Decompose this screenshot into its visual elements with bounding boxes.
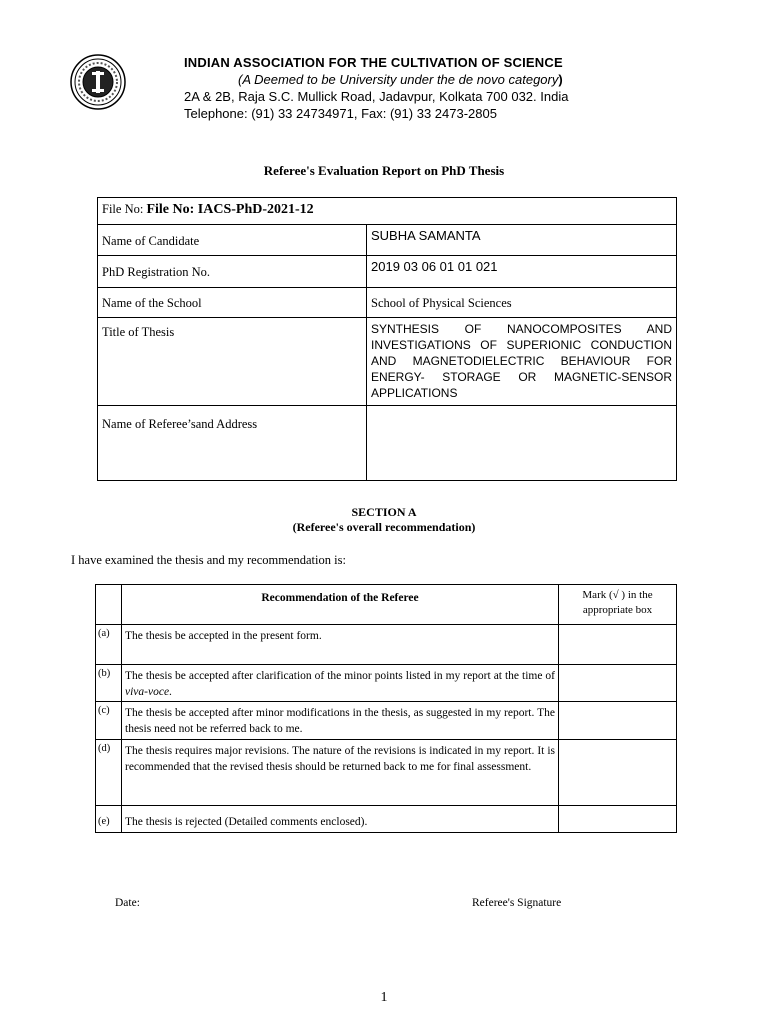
- header-key-cell: [96, 585, 122, 625]
- option-text: The thesis is rejected (Detailed comments enclosed).: [122, 806, 559, 833]
- option-key: (b): [96, 665, 122, 702]
- mark-box-b[interactable]: [559, 665, 677, 702]
- option-text-emphasis: viva-voce: [125, 686, 170, 698]
- registration-label: PhD Registration No.: [98, 256, 367, 288]
- option-text: [122, 665, 559, 702]
- date-label: Date:: [115, 897, 140, 909]
- mark-box-d[interactable]: [559, 740, 677, 806]
- registration-value: 2019 03 06 01 01 021: [367, 256, 677, 288]
- file-number-label: File No:: [102, 202, 147, 216]
- institution-telephone: Telephone: (91) 33 24734971, Fax: (91) 33 2473-2805: [184, 106, 497, 121]
- institution-seal-icon: [70, 54, 126, 110]
- header-mark-line2: appropriate box: [582, 604, 653, 616]
- institution-address: 2A & 2B, Raja S.C. Mullick Road, Jadavpur, Kolkata 700 032. India: [184, 89, 569, 104]
- signature-label: Referee's Signature: [472, 897, 562, 909]
- table-row: [96, 702, 677, 740]
- header-mark-line1: Mark (√ ) in the: [582, 589, 653, 601]
- section-subtitle: (Referee's overall recommendation): [292, 520, 476, 534]
- option-key: (e): [96, 806, 122, 833]
- school-label: Name of the School: [98, 288, 367, 318]
- institution-name: INDIAN ASSOCIATION FOR THE CULTIVATION OF SCIENCE: [184, 55, 563, 70]
- candidate-value: SUBHA SAMANTA: [367, 225, 677, 256]
- referee-value[interactable]: [367, 406, 677, 481]
- thesis-title-label: Title of Thesis: [98, 318, 367, 406]
- file-number-cell: [98, 198, 677, 225]
- mark-box-a[interactable]: [559, 625, 677, 665]
- report-title: Referee's Evaluation Report on PhD Thesis: [263, 163, 505, 178]
- mark-box-c[interactable]: [559, 702, 677, 740]
- file-number-value: File No: IACS-PhD-2021-12: [146, 202, 314, 217]
- section-heading: [0, 505, 768, 535]
- table-row: [96, 740, 677, 806]
- option-text-pre: The thesis be accepted after clarification of the minor points listed in my report at the time of: [125, 670, 555, 682]
- table-row: [96, 625, 677, 665]
- referee-label: Name of Referee’sand Address: [98, 406, 367, 481]
- header-recommendation: Recommendation of the Referee: [122, 585, 559, 625]
- option-text: The thesis be accepted in the present form.: [122, 625, 559, 665]
- option-text-post: .: [169, 686, 172, 698]
- school-value: School of Physical Sciences: [367, 288, 677, 318]
- option-text: The thesis requires major revisions. The nature of the revisions is indicated in my report. It is recommended that the revised thesis should be returned back to me for final assessment.: [122, 740, 559, 806]
- thesis-title-value: SYNTHESIS OF NANOCOMPOSITES AND INVESTIGATIONS OF SUPERIONIC CONDUCTION AND MAGNETODIELECTRIC BEHAVIOUR FOR ENERGY- STORAGE OR MAGNETIC-SENSOR APPLICATIONS: [367, 318, 677, 406]
- header-mark: [559, 585, 677, 625]
- institution-subtitle: (A Deemed to be University under the de novo category): [238, 72, 563, 87]
- page-number: 1: [380, 990, 388, 1005]
- section-title: SECTION A: [351, 505, 417, 519]
- candidate-label: Name of Candidate: [98, 225, 367, 256]
- option-key: (d): [96, 740, 122, 806]
- thesis-info-table: [97, 197, 677, 481]
- option-text: The thesis be accepted after minor modifications in the thesis, as suggested in my report. The thesis need not be referred back to me.: [122, 702, 559, 740]
- section-intro: I have examined the thesis and my recommendation is:: [71, 553, 346, 567]
- table-row: [96, 806, 677, 833]
- mark-box-e[interactable]: [559, 806, 677, 833]
- option-key: (c): [96, 702, 122, 740]
- option-key: (a): [96, 625, 122, 665]
- recommendation-table: [95, 584, 677, 833]
- table-row: [96, 665, 677, 702]
